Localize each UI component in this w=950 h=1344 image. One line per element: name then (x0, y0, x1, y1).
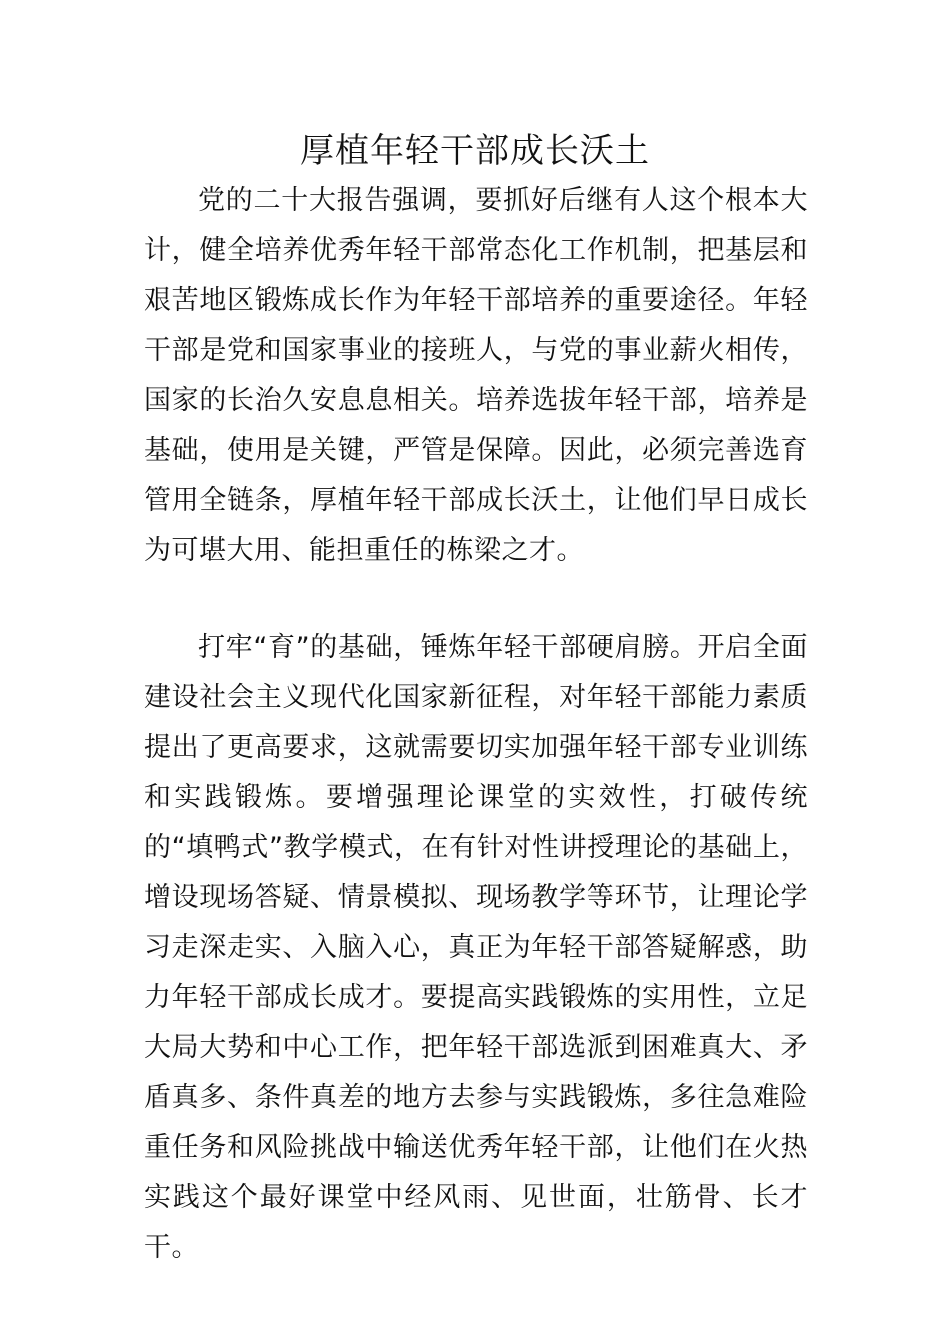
paragraph-1: 党的二十大报告强调，要抓好后继有人这个根本大计，健全培养优秀年轻干部常态化工作机制，把基层和艰苦地区锻炼成长作为年轻干部培养的重要途径。年轻干部是党和国家事业的接班人，与党的事业薪火相传，国家的长治久安息息相关。培养选拔年轻干部，培养是基础，使用是关键，严管是保障。因此，必须完善选育管用全链条，厚植年轻干部成长沃土，让他们早日成长为可堪大用、能担重任的栋梁之才。 (144, 185, 808, 566)
document-title: 厚植年轻干部成长沃土 (300, 131, 650, 171)
paragraph-2: 打牢“育”的基础，锤炼年轻干部硬肩膀。开启全面建设社会主义现代化国家新征程，对年轻干部能力素质提出了更高要求，这就需要切实加强年轻干部专业训练和实践锻炼。要增强理论课堂的实效性，打破传统的“填鸭式”教学模式，在有针对性讲授理论的基础上，增设现场答疑、情景模拟、现场教学等环节，让理论学习走深走实、入脑入心，真正为年轻干部答疑解惑，助力年轻干部成长成才。要提高实践锻炼的实用性，立足大局大势和中心工作，把年轻干部选派到困难真大、矛盾真多、条件真差的地方去参与实践锻炼，多往急难险重任务和风险挑战中输送优秀年轻干部，让他们在火热实践这个最好课堂中经风雨、见世面，壮筋骨、长才干。 (144, 632, 808, 1263)
